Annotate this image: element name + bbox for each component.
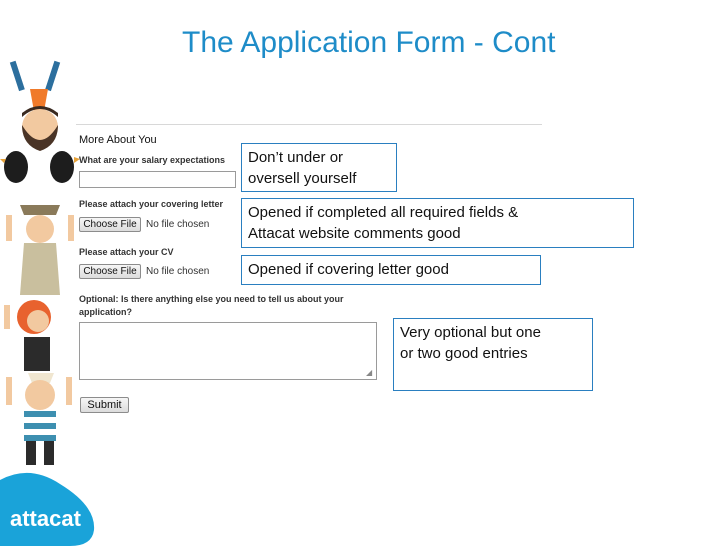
- detective-character-icon: [6, 205, 74, 295]
- cv-callout: [241, 255, 541, 285]
- bird-icon: [0, 151, 80, 183]
- striped-character-icon: [6, 373, 72, 465]
- orange-hair-character-icon: [4, 300, 51, 371]
- cv-label: Please attach your CV: [79, 247, 174, 257]
- salary-callout-line1: Don’t under or: [248, 149, 344, 166]
- covering-letter-callout-line2: Attacat website comments good: [248, 225, 461, 242]
- slide-title: The Application Form - Cont: [182, 26, 556, 59]
- bearded-character-icon: [22, 106, 58, 151]
- logo-text: attacat: [10, 506, 81, 531]
- salary-callout: [241, 143, 397, 192]
- salary-callout-line2: oversell yourself: [248, 170, 357, 187]
- optional-callout: [393, 318, 593, 391]
- cv-choose-file-button[interactable]: Choose File: [79, 264, 141, 279]
- cv-file-status: No file chosen: [146, 266, 210, 277]
- optional-label-line1: Optional: Is there anything else you need to tell us about your: [79, 294, 344, 304]
- salary-input[interactable]: [79, 171, 236, 188]
- optional-textarea[interactable]: [79, 322, 377, 380]
- form-heading: More About You: [79, 134, 157, 146]
- character-stack-illustration: [0, 55, 80, 535]
- optional-callout-line2: or two good entries: [400, 345, 528, 362]
- covering-letter-label: Please attach your covering letter: [79, 199, 224, 209]
- cv-callout-text: Opened if covering letter good: [248, 261, 449, 278]
- resize-handle-icon[interactable]: ◢: [366, 368, 373, 377]
- covering-letter-callout-line1: Opened if completed all required fields &: [248, 204, 519, 221]
- form-divider: [76, 124, 542, 125]
- covering-letter-file-status: No file chosen: [146, 219, 210, 230]
- optional-label-line2: application?: [79, 307, 133, 317]
- optional-callout-line1: Very optional but one: [400, 324, 541, 341]
- covering-letter-callout: [241, 198, 634, 248]
- salary-label: What are your salary expectations: [79, 155, 226, 165]
- covering-letter-choose-file-button[interactable]: Choose File: [79, 217, 141, 232]
- submit-button[interactable]: Submit: [80, 397, 129, 413]
